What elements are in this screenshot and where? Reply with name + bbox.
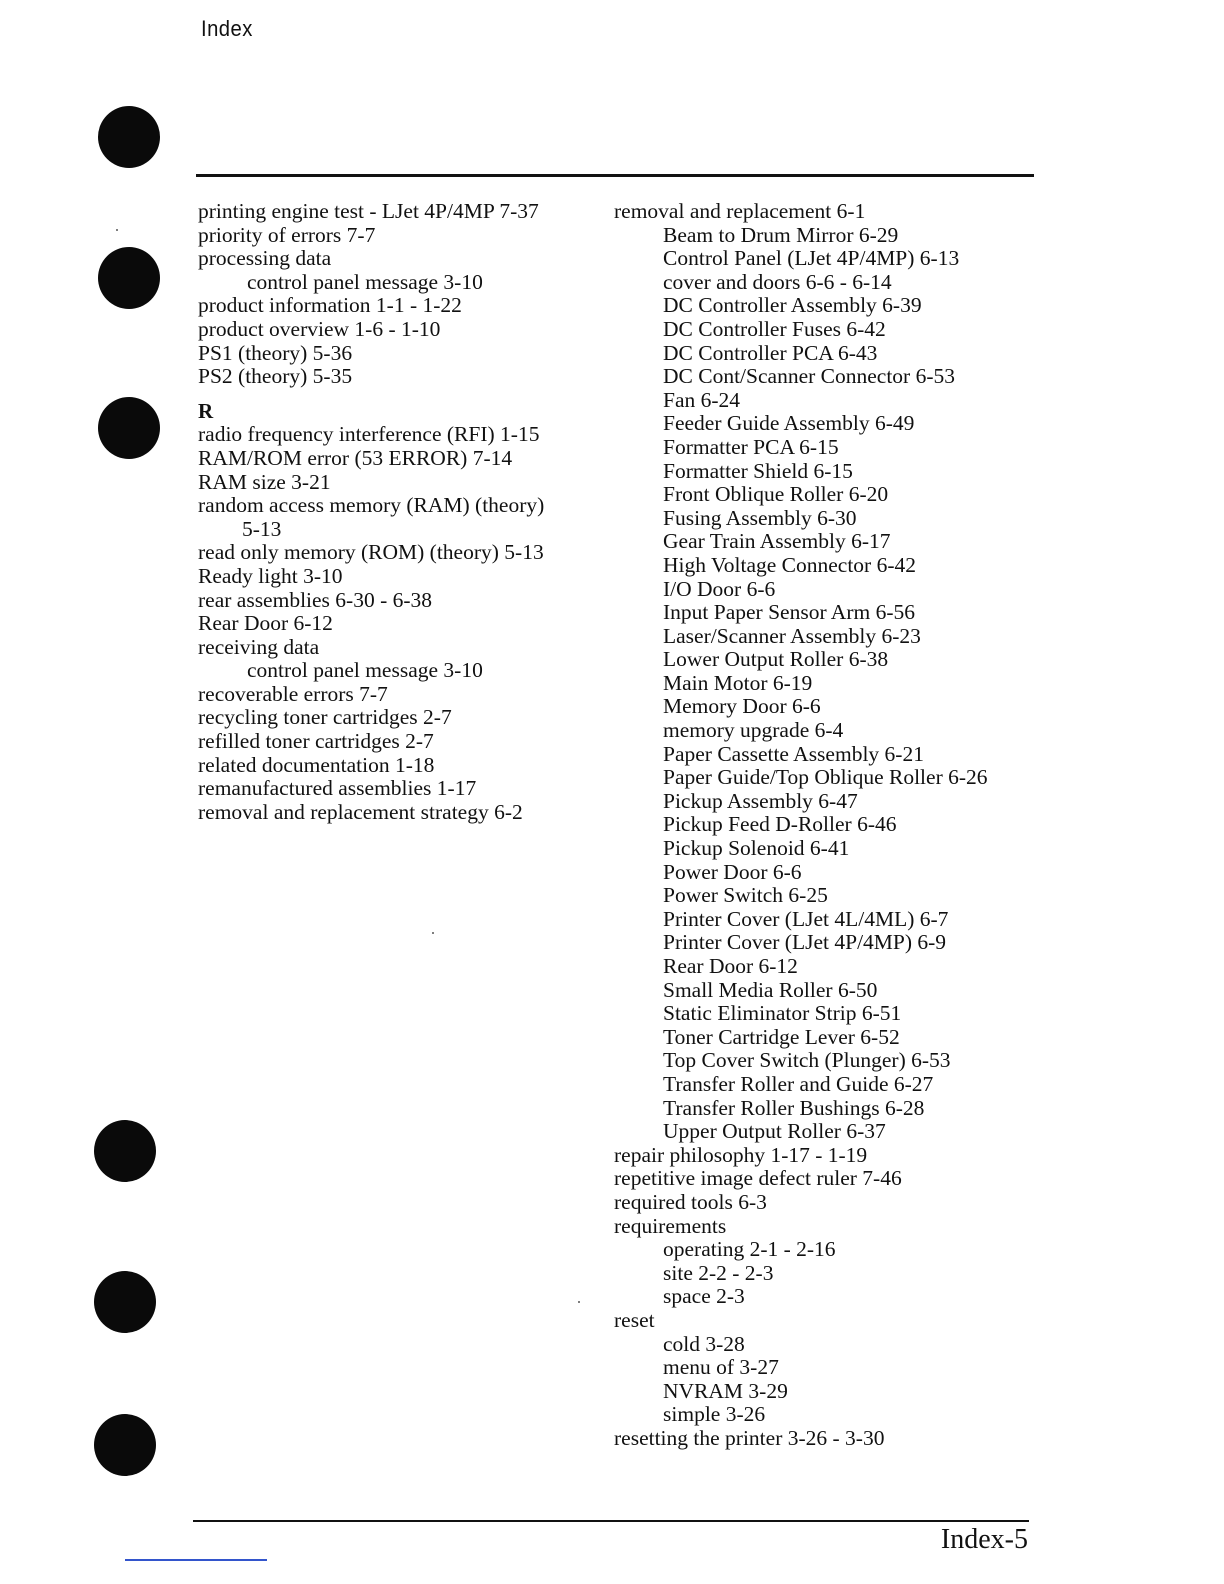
index-subentry: Pickup Solenoid 6-41 [663, 836, 850, 861]
index-subentry: Feeder Guide Assembly 6-49 [663, 411, 915, 436]
index-subentry: menu of 3-27 [663, 1355, 779, 1380]
index-subentry: DC Controller PCA 6-43 [663, 340, 878, 365]
index-subentry: control panel message 3-10 [247, 269, 483, 294]
index-entry: rear assemblies 6-30 - 6-38 [198, 587, 433, 612]
index-subentry: Gear Train Assembly 6-17 [663, 529, 891, 554]
index-subentry: site 2-2 - 2-3 [663, 1260, 774, 1285]
index-letter-heading: R [198, 398, 214, 423]
index-subentry: Printer Cover (LJet 4L/4ML) 6-7 [663, 906, 949, 931]
index-subentry: Paper Cassette Assembly 6-21 [663, 741, 924, 766]
index-subentry: Control Panel (LJet 4P/4MP) 6-13 [663, 246, 960, 271]
index-entry: RAM/ROM error (53 ERROR) 7-14 [198, 445, 513, 470]
index-subentry: NVRAM 3-29 [663, 1378, 788, 1403]
index-subentry: Formatter Shield 6-15 [663, 458, 853, 483]
index-subentry: control panel message 3-10 [247, 658, 483, 683]
index-subentry: Main Motor 6-19 [663, 670, 813, 695]
index-entry: radio frequency interference (RFI) 1-15 [198, 422, 540, 447]
running-header: Index [201, 16, 253, 41]
index-entry: processing data [198, 246, 332, 271]
index-entry: recoverable errors 7-7 [198, 681, 388, 706]
index-subentry: simple 3-26 [663, 1402, 766, 1427]
index-entry: related documentation 1-18 [198, 752, 435, 777]
binder-hole [98, 106, 160, 168]
index-subentry: memory upgrade 6-4 [663, 718, 844, 743]
index-entry: receiving data [198, 634, 320, 659]
index-entry: remanufactured assemblies 1-17 [198, 776, 477, 801]
footer-rule [193, 1520, 1029, 1522]
index-subentry: Laser/Scanner Assembly 6-23 [663, 623, 921, 648]
index-entry: recycling toner cartridges 2-7 [198, 705, 452, 730]
index-entry: resetting the printer 3-26 - 3-30 [614, 1425, 885, 1450]
index-subentry: operating 2-1 - 2-16 [663, 1237, 836, 1262]
binder-hole [94, 1414, 156, 1476]
index-subentry: DC Controller Fuses 6-42 [663, 316, 886, 341]
index-subentry: DC Cont/Scanner Connector 6-53 [663, 364, 955, 389]
index-subentry: Input Paper Sensor Arm 6-56 [663, 600, 915, 625]
index-subentry: space 2-3 [663, 1284, 745, 1309]
index-entry: repetitive image defect ruler 7-46 [614, 1166, 902, 1191]
index-subentry: Power Switch 6-25 [663, 883, 828, 908]
index-subentry: cover and doors 6-6 - 6-14 [663, 269, 892, 294]
index-subentry: Small Media Roller 6-50 [663, 977, 878, 1002]
index-column-left [198, 200, 613, 824]
index-subentry: DC Controller Assembly 6-39 [663, 293, 922, 318]
index-subentry: Lower Output Roller 6-38 [663, 647, 889, 672]
index-entry: reset [614, 1307, 655, 1332]
index-subentry: Fan 6-24 [663, 387, 741, 412]
index-subentry: Transfer Roller and Guide 6-27 [663, 1071, 934, 1096]
scan-speck [578, 1301, 580, 1303]
index-subentry: Static Eliminator Strip 6-51 [663, 1001, 902, 1026]
index-entry: priority of errors 7-7 [198, 222, 376, 247]
index-entry: PS1 (theory) 5-36 [198, 340, 353, 365]
index-subentry: Front Oblique Roller 6-20 [663, 482, 889, 507]
index-entry: read only memory (ROM) (theory) 5-13 [198, 540, 544, 565]
binder-hole [98, 247, 160, 309]
index-subentry: Toner Cartridge Lever 6-52 [663, 1024, 900, 1049]
index-subentry: Rear Door 6-12 [663, 954, 798, 978]
index-subentry: Memory Door 6-6 [663, 694, 821, 719]
page-number: Index-5 [940, 1524, 1028, 1555]
scan-speck [432, 932, 434, 934]
index-entry: product information 1-1 - 1-22 [198, 293, 462, 318]
header-rule [196, 174, 1034, 177]
index-entry: Rear Door 6-12 [198, 611, 333, 636]
index-entry: PS2 (theory) 5-35 [198, 364, 353, 389]
index-subentry: I/O Door 6-6 [663, 576, 776, 601]
index-subentry: Pickup Assembly 6-47 [663, 788, 858, 813]
index-entry: 5-13 [242, 516, 282, 541]
scan-speck [116, 229, 118, 231]
index-entry: RAM size 3-21 [198, 469, 331, 494]
index-subentry: Paper Guide/Top Oblique Roller 6-26 [663, 765, 988, 790]
index-entry: removal and replacement strategy 6-2 [198, 799, 523, 824]
index-subentry: High Voltage Connector 6-42 [663, 552, 916, 577]
index-entry: required tools 6-3 [614, 1189, 767, 1214]
index-subentry: Top Cover Switch (Plunger) 6-53 [663, 1048, 951, 1073]
binder-hole [94, 1120, 156, 1182]
index-subentry: Fusing Assembly 6-30 [663, 505, 857, 530]
index-entry: removal and replacement 6-1 [614, 199, 866, 223]
index-subentry: Printer Cover (LJet 4P/4MP) 6-9 [663, 930, 947, 955]
index-subentry: Beam to Drum Mirror 6-29 [663, 222, 899, 247]
index-subentry: Transfer Roller Bushings 6-28 [663, 1095, 925, 1120]
index-entry: requirements [614, 1213, 727, 1238]
binder-hole [98, 397, 160, 459]
index-entry: refilled toner cartridges 2-7 [198, 729, 434, 754]
index-subentry: Upper Output Roller 6-37 [663, 1119, 886, 1144]
index-entry: Ready light 3-10 [198, 563, 343, 588]
index-entry: product overview 1-6 - 1-10 [198, 316, 441, 341]
index-entry: printing engine test - LJet 4P/4MP 7-37 [198, 199, 539, 223]
index-subentry: Power Door 6-6 [663, 859, 802, 884]
index-entry: random access memory (RAM) (theory) [198, 493, 545, 518]
index-subentry: Formatter PCA 6-15 [663, 434, 839, 459]
scan-edge-mark [125, 1559, 267, 1561]
index-column-right [614, 200, 1044, 1450]
index-subentry: Pickup Feed D-Roller 6-46 [663, 812, 897, 837]
index-entry: repair philosophy 1-17 - 1-19 [614, 1142, 868, 1167]
index-subentry: cold 3-28 [663, 1331, 745, 1356]
binder-hole [94, 1271, 156, 1333]
